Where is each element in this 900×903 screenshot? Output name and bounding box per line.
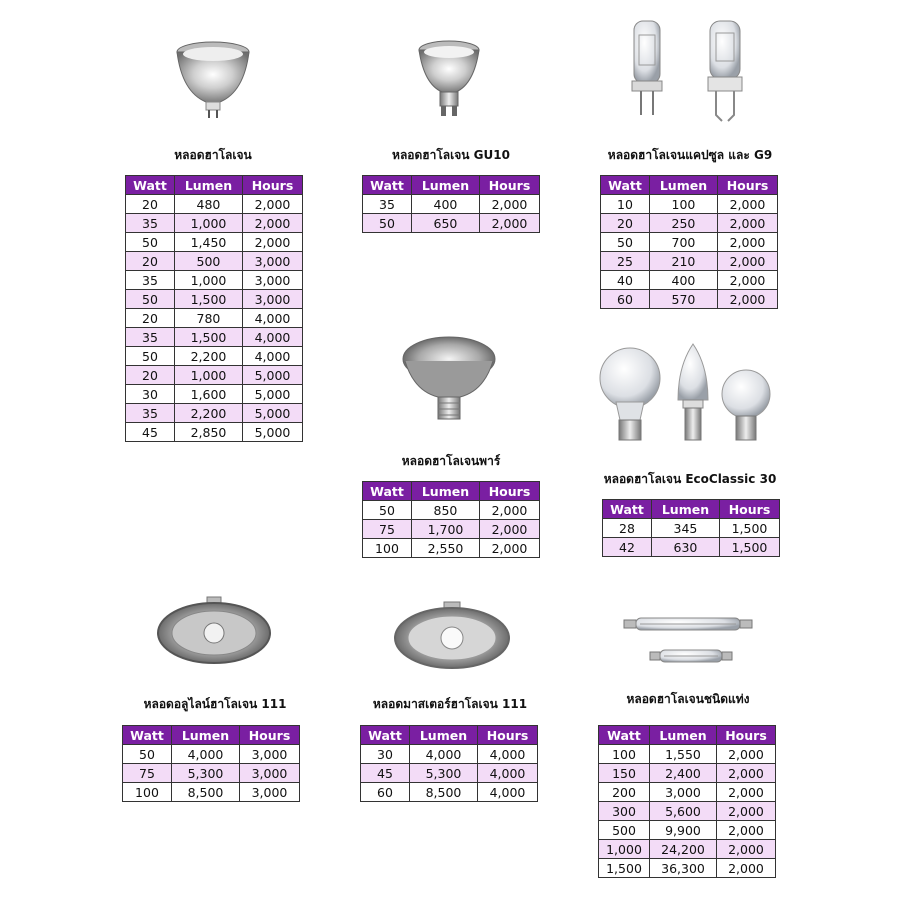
table-cell: 28: [603, 519, 652, 538]
column-header: Lumen: [174, 176, 242, 195]
table-row: [363, 214, 540, 233]
section-title: หลอดอลูไลน์ฮาโลเจน 111: [143, 697, 287, 711]
table-cell: 4,000: [409, 745, 477, 764]
table-cell: 4,000: [242, 347, 302, 366]
table-cell: 30: [361, 745, 410, 764]
table-cell: 36,300: [650, 859, 717, 878]
table-cell: 2,000: [716, 802, 775, 821]
spec-table: [602, 499, 780, 557]
column-header: Hours: [717, 176, 777, 195]
table-row: [126, 404, 303, 423]
table-cell: 35: [126, 328, 175, 347]
table-cell: 5,000: [242, 385, 302, 404]
table-cell: 3,000: [650, 783, 717, 802]
table-cell: 42: [603, 538, 652, 557]
table-cell: 1,700: [411, 520, 479, 539]
table-row: [363, 501, 540, 520]
table-cell: 2,000: [479, 195, 539, 214]
table-header-row: [601, 176, 778, 195]
table-cell: 2,400: [650, 764, 717, 783]
table-cell: 2,000: [716, 783, 775, 802]
table-row: [123, 745, 300, 764]
table-cell: 2,200: [174, 404, 242, 423]
table-cell: 45: [361, 764, 410, 783]
table-row: [126, 309, 303, 328]
table-cell: 50: [601, 233, 650, 252]
table-cell: 1,000: [174, 366, 242, 385]
table-cell: 9,900: [650, 821, 717, 840]
table-cell: 4,000: [242, 309, 302, 328]
par-halogen-bulb-icon: [400, 335, 498, 427]
table-cell: 5,600: [650, 802, 717, 821]
table-row: [126, 366, 303, 385]
table-row: [601, 233, 778, 252]
table-row: [126, 423, 303, 442]
table-cell: 2,000: [242, 233, 302, 252]
table-cell: 35: [363, 195, 412, 214]
table-row: [599, 859, 776, 878]
table-cell: 3,000: [242, 252, 302, 271]
table-cell: 45: [126, 423, 175, 442]
table-row: [361, 783, 538, 802]
table-cell: 1,500: [174, 290, 242, 309]
table-cell: 30: [126, 385, 175, 404]
table-cell: 24,200: [650, 840, 717, 859]
column-header: Hours: [479, 176, 539, 195]
table-cell: 1,600: [174, 385, 242, 404]
table-cell: 200: [599, 783, 650, 802]
table-cell: 210: [649, 252, 717, 271]
table-cell: 3,000: [242, 271, 302, 290]
table-cell: 2,000: [716, 821, 775, 840]
table-cell: 2,000: [479, 539, 539, 558]
table-cell: 500: [599, 821, 650, 840]
column-header: Hours: [716, 726, 775, 745]
table-cell: 2,000: [717, 195, 777, 214]
table-cell: 20: [126, 366, 175, 385]
table-cell: 480: [174, 195, 242, 214]
table-row: [599, 764, 776, 783]
table-header-row: [599, 726, 776, 745]
table-cell: 50: [126, 290, 175, 309]
table-cell: 2,000: [717, 271, 777, 290]
section-title: หลอดฮาโลเจน: [174, 148, 252, 162]
table-cell: 1,000: [599, 840, 650, 859]
table-cell: 4,000: [477, 764, 537, 783]
table-header-row: [363, 176, 540, 195]
table-cell: 700: [649, 233, 717, 252]
section-title: หลอดฮาโลเจน GU10: [392, 148, 510, 162]
table-cell: 570: [649, 290, 717, 309]
spec-table: [125, 175, 303, 442]
table-cell: 1,500: [599, 859, 650, 878]
table-cell: 300: [599, 802, 650, 821]
table-cell: 150: [599, 764, 650, 783]
table-row: [599, 821, 776, 840]
table-header-row: [361, 726, 538, 745]
table-cell: 10: [601, 195, 650, 214]
table-cell: 75: [123, 764, 172, 783]
table-header-row: [123, 726, 300, 745]
table-cell: 2,000: [717, 233, 777, 252]
table-cell: 3,000: [239, 764, 299, 783]
table-cell: 5,000: [242, 366, 302, 385]
table-cell: 50: [123, 745, 172, 764]
linear-halogen-tube-icon: [622, 612, 754, 670]
column-header: Hours: [242, 176, 302, 195]
table-cell: 400: [411, 195, 479, 214]
spec-table: [362, 175, 540, 233]
table-cell: 20: [126, 309, 175, 328]
table-cell: 2,000: [716, 764, 775, 783]
table-cell: 2,000: [479, 501, 539, 520]
column-header: Lumen: [651, 500, 719, 519]
column-header: Watt: [126, 176, 175, 195]
table-row: [126, 328, 303, 347]
table-cell: 35: [126, 214, 175, 233]
table-cell: 5,300: [171, 764, 239, 783]
table-cell: 1,500: [174, 328, 242, 347]
table-row: [126, 347, 303, 366]
table-header-row: [363, 482, 540, 501]
column-header: Watt: [363, 482, 412, 501]
table-cell: 2,000: [242, 195, 302, 214]
table-cell: 60: [601, 290, 650, 309]
table-cell: 20: [126, 252, 175, 271]
table-row: [126, 252, 303, 271]
table-cell: 8,500: [171, 783, 239, 802]
master-111-bulb-icon: [392, 600, 512, 672]
spec-table: [360, 725, 538, 802]
table-cell: 1,450: [174, 233, 242, 252]
column-header: Watt: [363, 176, 412, 195]
table-cell: 75: [363, 520, 412, 539]
table-header-row: [126, 176, 303, 195]
column-header: Lumen: [171, 726, 239, 745]
column-header: Watt: [361, 726, 410, 745]
column-header: Lumen: [649, 176, 717, 195]
table-cell: 1,550: [650, 745, 717, 764]
table-row: [601, 195, 778, 214]
section-title: หลอดมาสเตอร์ฮาโลเจน 111: [372, 697, 528, 711]
table-cell: 2,000: [479, 520, 539, 539]
table-cell: 40: [601, 271, 650, 290]
mr16-halogen-bulb-icon: [168, 40, 258, 120]
column-header: Lumen: [650, 726, 717, 745]
table-row: [126, 290, 303, 309]
section-title: หลอดฮาโลเจน EcoClassic 30: [603, 472, 777, 486]
table-cell: 50: [126, 233, 175, 252]
column-header: Hours: [719, 500, 779, 519]
table-cell: 4,000: [477, 783, 537, 802]
column-header: Watt: [123, 726, 172, 745]
table-row: [123, 783, 300, 802]
table-cell: 20: [126, 195, 175, 214]
table-cell: 60: [361, 783, 410, 802]
table-cell: 3,000: [239, 745, 299, 764]
table-row: [123, 764, 300, 783]
table-row: [601, 290, 778, 309]
table-cell: 2,850: [174, 423, 242, 442]
table-cell: 3,000: [239, 783, 299, 802]
table-cell: 780: [174, 309, 242, 328]
column-header: Lumen: [411, 176, 479, 195]
table-cell: 20: [601, 214, 650, 233]
table-row: [363, 195, 540, 214]
capsule-g9-bulb-icon: [622, 15, 752, 130]
table-cell: 650: [411, 214, 479, 233]
table-cell: 4,000: [477, 745, 537, 764]
table-cell: 850: [411, 501, 479, 520]
aluline-111-bulb-icon: [155, 595, 273, 667]
table-cell: 2,000: [716, 745, 775, 764]
table-cell: 3,000: [242, 290, 302, 309]
table-cell: 2,000: [716, 859, 775, 878]
table-cell: 4,000: [171, 745, 239, 764]
table-cell: 400: [649, 271, 717, 290]
table-row: [603, 519, 780, 538]
table-cell: 2,000: [717, 252, 777, 271]
table-cell: 500: [174, 252, 242, 271]
table-row: [601, 214, 778, 233]
table-cell: 2,000: [479, 214, 539, 233]
table-cell: 1,000: [174, 271, 242, 290]
table-cell: 2,550: [411, 539, 479, 558]
table-row: [361, 745, 538, 764]
spec-table: [598, 725, 776, 878]
column-header: Hours: [479, 482, 539, 501]
table-row: [126, 233, 303, 252]
table-row: [126, 195, 303, 214]
table-cell: 50: [126, 347, 175, 366]
table-row: [601, 252, 778, 271]
table-row: [363, 539, 540, 558]
table-cell: 100: [599, 745, 650, 764]
table-row: [599, 783, 776, 802]
table-cell: 630: [651, 538, 719, 557]
table-cell: 8,500: [409, 783, 477, 802]
table-row: [126, 385, 303, 404]
table-cell: 25: [601, 252, 650, 271]
column-header: Watt: [599, 726, 650, 745]
column-header: Watt: [603, 500, 652, 519]
table-cell: 100: [123, 783, 172, 802]
table-row: [599, 745, 776, 764]
column-header: Hours: [477, 726, 537, 745]
ecoclassic-bulbs-icon: [598, 338, 778, 450]
table-row: [601, 271, 778, 290]
table-cell: 2,200: [174, 347, 242, 366]
table-row: [126, 271, 303, 290]
table-header-row: [603, 500, 780, 519]
table-cell: 5,000: [242, 404, 302, 423]
table-cell: 50: [363, 214, 412, 233]
table-cell: 4,000: [242, 328, 302, 347]
column-header: Lumen: [409, 726, 477, 745]
table-row: [126, 214, 303, 233]
spec-table: [600, 175, 778, 309]
table-row: [603, 538, 780, 557]
table-cell: 2,000: [717, 290, 777, 309]
section-title: หลอดฮาโลเจนพาร์: [401, 454, 501, 468]
table-cell: 5,000: [242, 423, 302, 442]
table-cell: 100: [363, 539, 412, 558]
table-cell: 250: [649, 214, 717, 233]
column-header: Watt: [601, 176, 650, 195]
gu10-halogen-bulb-icon: [412, 38, 487, 120]
table-cell: 35: [126, 271, 175, 290]
table-cell: 2,000: [716, 840, 775, 859]
table-cell: 100: [649, 195, 717, 214]
table-cell: 1,500: [719, 538, 779, 557]
section-title: หลอดฮาโลเจนชนิดแท่ง: [626, 692, 750, 706]
table-cell: 1,500: [719, 519, 779, 538]
section-title: หลอดฮาโลเจนแคปซูล และ G9: [607, 148, 773, 162]
column-header: Lumen: [411, 482, 479, 501]
table-cell: 35: [126, 404, 175, 423]
table-row: [361, 764, 538, 783]
table-cell: 2,000: [242, 214, 302, 233]
table-cell: 1,000: [174, 214, 242, 233]
spec-table: [362, 481, 540, 558]
table-cell: 2,000: [717, 214, 777, 233]
table-cell: 345: [651, 519, 719, 538]
table-row: [599, 840, 776, 859]
spec-table: [122, 725, 300, 802]
table-cell: 50: [363, 501, 412, 520]
table-row: [363, 520, 540, 539]
column-header: Hours: [239, 726, 299, 745]
table-row: [599, 802, 776, 821]
table-cell: 5,300: [409, 764, 477, 783]
